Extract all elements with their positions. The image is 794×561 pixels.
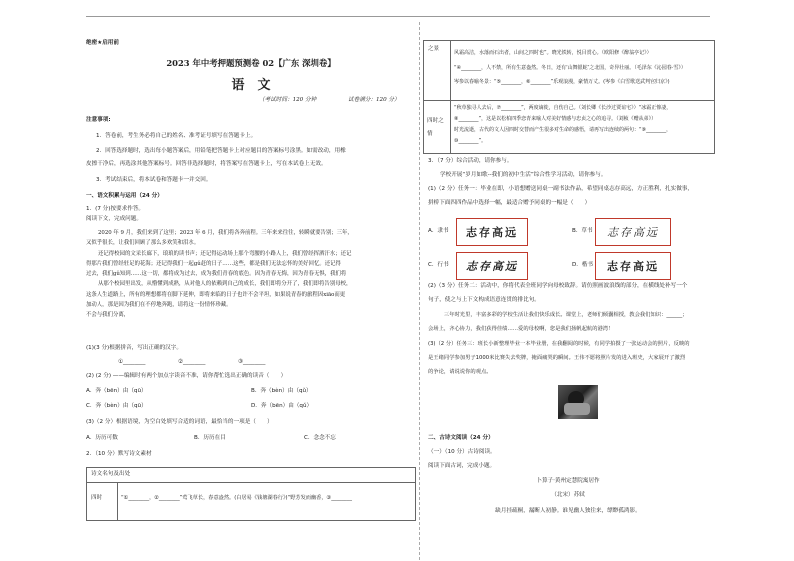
secret-tag: 绝密★启用前 xyxy=(86,40,119,46)
table-row-label: 之景 xyxy=(428,46,440,52)
passage-line: 加动人，那是因为我们在不停地奔跑，请将这一份情怀珍藏。 xyxy=(86,301,232,308)
q2-prompt: 2．（10 分）默写诗文素材 xyxy=(86,451,152,457)
section2-heading: 二、古诗文阅读（24 分） xyxy=(428,435,494,441)
notice-heading: 注意事项: xyxy=(86,117,111,123)
q1-sub: 阅读下文，完成问题。 xyxy=(86,216,142,222)
q3-task2[interactable]: 三年时光里，丰富多彩的学校生活让我们快乐成长。课堂上，老师们倾囊相授，教会我们知识：______； xyxy=(428,312,688,318)
q1-3-option-b[interactable]: B．历历在目 xyxy=(194,435,226,441)
table-row-content[interactable] xyxy=(454,103,671,147)
passage-line: 得那片我们曾经驻足的花海；还记得我们一起ɡǔ赶的日子……这些，都是我们无法忘怀的美好回忆。还记得 xyxy=(86,260,341,267)
q3-task2: 会场上，齐心协力，我们获得佳绩……爱的母校啊，您是我们扬帆起航的港湾！ xyxy=(428,326,614,332)
q1-1-blank[interactable]: ②________ xyxy=(178,359,206,365)
notice-item: 皮擦干净后，再选涂其他答案标号。回答非选择题时，将答案写在答题卡上，写在本试卷上无效。 xyxy=(86,161,327,167)
q1-3-option-a[interactable]: A．历历可数 xyxy=(86,435,118,441)
passage-line: 2020 年 9 月，我们来到了这里；2023 年 6 月，我们将各奔前程。三年来来往往，转瞬就要告别；三年， xyxy=(98,230,353,236)
passage-line: 不会与我们分离， xyxy=(86,312,130,319)
q3-task1: 拼桥下面四四作品中选择一幅，最适合赠予同桌的一幅是（ ） xyxy=(428,200,591,206)
notice-item: 1．答卷前，考生务必将自己的姓名、准考证号填写在答题卡上。 xyxy=(96,133,257,139)
table-header: 诗文名句及出处 xyxy=(91,471,131,477)
calligraphy-option-c[interactable] xyxy=(456,252,528,280)
table-line: “秋草独寻人去后，⑦________”，两度谪徙，自伤自己。（刘长卿《长沙过贾谊宅》）“冰霜正惨凄， xyxy=(454,105,672,111)
q1-2-option-a[interactable]: A．奔（bēn）由（qū） xyxy=(86,388,147,394)
column-divider xyxy=(419,22,420,560)
q1-2-option-d[interactable]: D．奔（bēn）由（qǔ） xyxy=(251,403,313,409)
q1-2-option-b[interactable]: B．奔（bèn）由（qǔ） xyxy=(251,388,312,394)
table-rule xyxy=(87,482,415,483)
poetry-table xyxy=(86,467,416,521)
section1-heading: 一、语文积累与运用（24 分） xyxy=(86,193,163,199)
q1-3-option-c[interactable]: C．念念不忘 xyxy=(304,435,336,441)
option-label-b[interactable]: B．草书 xyxy=(572,228,593,234)
student-crying-photo xyxy=(558,385,598,419)
passage-line: 过去，我们ɡǔ知到……这一切，都将成为过去，成为我们青春的底色。因为青春无悔，因为青春无惧，我们将 xyxy=(86,271,347,278)
table-rule xyxy=(117,482,118,520)
q3-task3: 是王绪同学参加男子1000米比赛失去奖牌，掩面痛哭的瞬间。王伟不愿将照片发的进入班史，大家展开了激烈 xyxy=(428,355,686,361)
calligraphy-text: 志存高远 xyxy=(607,260,659,273)
calligraphy-text: 志存高远 xyxy=(466,260,518,273)
section2-q-sub: 阅读下面古词，完成小题。 xyxy=(428,463,496,469)
table-line: “④________，人不禁，所有生意盎然。冬日，还有‘山舞银蛇’之北国，奇异壮丽。（毛泽东《沁园春·雪》） xyxy=(454,64,686,71)
q3-title: 3．（7 分）综合活动，请你参与。 xyxy=(428,158,513,164)
table-row-label: 四时之情 xyxy=(427,118,444,138)
option-label-d[interactable]: D．楷书 xyxy=(572,262,594,268)
exam-score: 试卷满分：120 分） xyxy=(348,97,400,103)
q3-task1: (1)（2 分）任务一：毕业在即，小语想赠送同桌一副书法作品，希望同桌志存高远，方正胜利，扎实做事， xyxy=(428,186,693,192)
passage-line: 还记得校园的文采长廊下，琅琅的读书声；还记得运动场上那个弯腰的小路人上，我们曾经挥洒汗水；还记 xyxy=(98,250,352,257)
q1-3-prompt: (3)（2 分）根据语境，为空白处填写合适的词语，最恰当的一项是（ ） xyxy=(86,419,273,425)
table-row-text[interactable]: “①________，②________”莺飞草长，春意盎然。(白居易《钱塘湖春行》)“野芳发而幽香，③________ xyxy=(121,495,352,501)
calligraphy-text: 志存高远 xyxy=(466,226,518,239)
subject-title: 语 文 xyxy=(231,78,271,93)
q3-task3: 的争论，请说说你的观点。 xyxy=(428,369,492,375)
poem-title: 卜算子·黄州定慧院寓居作 xyxy=(536,478,600,484)
passage-line: 这条人生道路上，所有的理想都将在脚下延伸，即将来临的日子也许不会平坦，如果说青春的旅程因xiāo而更 xyxy=(86,291,346,298)
reading-passage xyxy=(86,228,414,320)
option-label-a[interactable]: A．隶书 xyxy=(428,228,449,234)
table-line: 时光流逝，古代的文人因四时交替而产生很多对生命的感悟，请再写出连续的两句：“⑨________， xyxy=(454,127,672,133)
table-line: ⑩________”。 xyxy=(454,138,487,144)
q3-intro: 学校开展“岁月如歌--我们的初中生活”综合性学习活动，请你参与。 xyxy=(440,172,607,178)
passage-line: 又似乎很长，让我们回顾了那么多欢笑和泪水。 xyxy=(86,240,200,247)
table-line: ⑧________”，这是以松柏四季恋青来喻人对美好情感与忠贞之心的追寻。（刘桢《赠从弟》） xyxy=(454,116,657,122)
photo-figure xyxy=(564,403,590,415)
poem-line: 缺月挂疏桐，漏断人初静。谁见幽人独往来，缥缈孤鸿影。 xyxy=(495,508,641,514)
page-top-line xyxy=(86,16,710,17)
poetry-table-continued xyxy=(423,40,715,154)
q3-task3: (3)（2 分）任务三：班长小新整理毕业一本毕业册，在我翻阅的时候，有同学拍摄了一张运动会的照片，反映的 xyxy=(428,341,690,347)
q1-1-prompt: (1)(3 分)根据拼音，写出正确的汉字。 xyxy=(86,345,182,351)
passage-line: 从那个校园里出发，从懵懂到成熟，从对他人的依赖到自己的成长，我们即将分开了，我们即将告别母校， xyxy=(98,281,352,288)
table-row-content[interactable] xyxy=(454,46,686,90)
exam-title: 2023 年中考押题预测卷 02【广东 深圳卷】 xyxy=(166,58,336,68)
table-rule xyxy=(450,41,451,153)
q1-intro: 1．(7 分)按要求作答。 xyxy=(86,206,145,212)
table-line: 岑参以春喻冬景：“⑤________，⑥________”乐观浪漫，豪情万丈。(岑参《白雪歌送武判官归京》) xyxy=(454,79,670,85)
calligraphy-text: 志存高远 xyxy=(607,226,659,239)
calligraphy-option-b[interactable] xyxy=(595,218,671,246)
q3-task2: 句子，使之与上下文构成语意连贯的排比句。 xyxy=(428,297,540,303)
notice-item: 3．考试结束后，将本试卷和答题卡一并交回。 xyxy=(96,177,212,183)
calligraphy-option-d[interactable] xyxy=(595,252,671,280)
table-row-label: 四时 xyxy=(91,495,103,501)
q1-2-option-c[interactable]: C．奔（bèn）由（qū） xyxy=(86,403,147,409)
option-label-c[interactable]: C．行书 xyxy=(428,262,449,268)
table-line: 风霜高洁，水落而石出者，山间之四时也”。晓光铁转，悦目赏心。（欧阳修《醉翁亭记》） xyxy=(454,50,652,56)
q3-task2: (2)（3 分）任务二：活动中，你将代表全班同学向母校致辞。请仿照画波浪线的部分，在横线处补写一个 xyxy=(428,283,688,289)
calligraphy-option-a[interactable] xyxy=(456,218,528,246)
exam-time: （考试时间：120 分钟 xyxy=(259,97,317,103)
q1-1-blank[interactable]: ③________ xyxy=(238,359,266,365)
table-rule xyxy=(424,100,714,101)
q1-1-blank[interactable]: ①________ xyxy=(118,359,146,365)
notice-item: 2．回答选择题时，选出每小题答案后，用铅笔把答题卡上对应题目的答案标号涂黑。如需改动，用橡 xyxy=(96,148,346,154)
poem-author: （北宋）苏轼 xyxy=(551,492,585,498)
q1-2-prompt: (2) (2 分) ——编辑时有两个加点字读音不准，请你帮忙选出正确的读音（ ） xyxy=(86,373,287,379)
section2-q-intro: （一）（10 分）古诗阅读。 xyxy=(428,449,496,455)
